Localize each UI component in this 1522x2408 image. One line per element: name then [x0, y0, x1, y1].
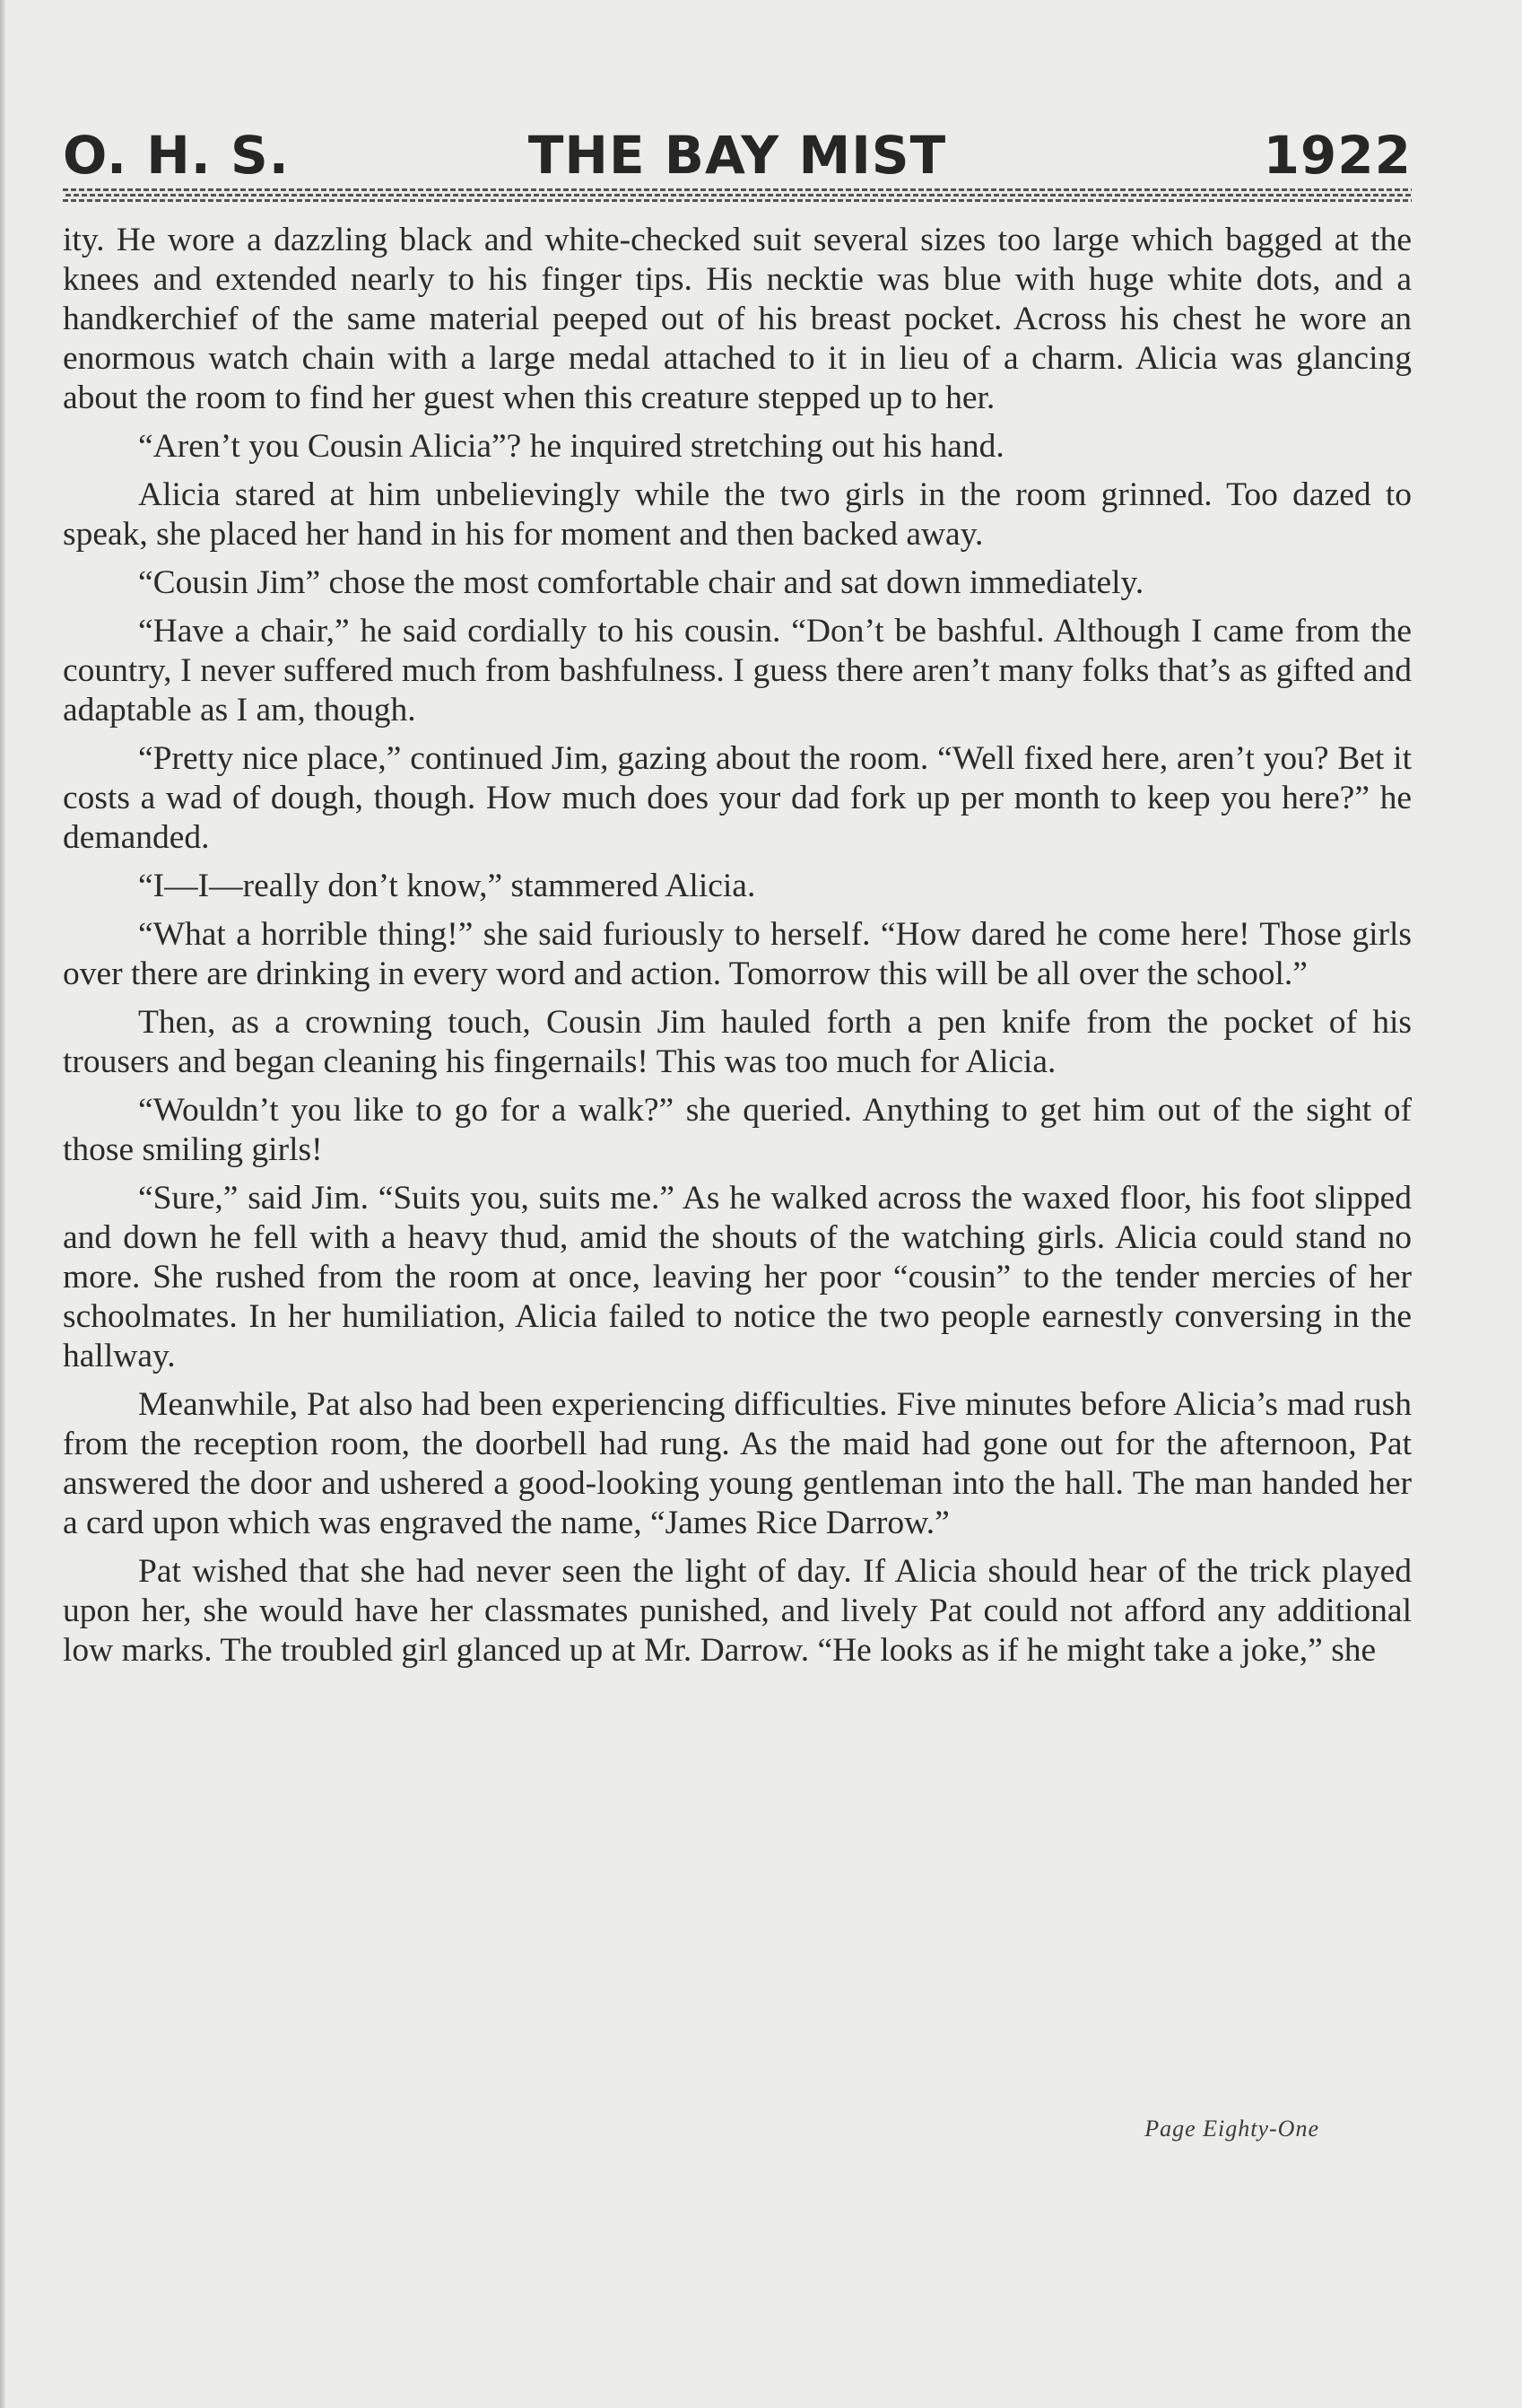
page-spine-shadow: [0, 0, 5, 2408]
paragraph: Meanwhile, Pat also had been experiencing difficulties. Five minutes before Alicia’s mad rush from the reception room, the doorbell had rung. As the maid had gone out for the afternoon, Pat answered the door and ushered a good-looking young gentleman into the hall. The man handed her a card upon which was engraved the name, “James Rice Darrow.”: [63, 1386, 1412, 1541]
paragraph: Alicia stared at him unbelievingly while the two girls in the room grinned. Too dazed to speak, she placed her hand in his for moment and then backed away.: [63, 476, 1412, 553]
publication-year: 1922: [1263, 125, 1412, 186]
paragraph: “Aren’t you Cousin Alicia”? he inquired stretching out his hand.: [138, 428, 1005, 465]
paragraph: “Cousin Jim” chose the most comfortable chair and sat down immediately.: [138, 564, 1144, 601]
story-body: [63, 221, 1412, 1679]
running-header: [63, 124, 1412, 187]
header-divider-rule: [63, 188, 1412, 203]
school-initials: O. H. S.: [63, 125, 290, 186]
paragraph: “Have a chair,” he said cordially to his cousin. “Don’t be bashful. Although I came from the country, I never suffered much from bashfulness. I guess there aren’t many folks that’s as gifted and adaptable as I am, though.: [63, 613, 1412, 729]
paragraph: Pat wished that she had never seen the light of day. If Alicia should hear of the trick played upon her, she would have her classmates punished, and lively Pat could not afford any additional low marks. The troubled girl glanced up at Mr. Darrow. “He looks as if he might take a joke,” she: [63, 1553, 1412, 1669]
paragraph: “What a horrible thing!” she said furiously to herself. “How dared he come here! Those girls over there are drinking in every word and action. Tomorrow this will be all over the school.”: [63, 916, 1412, 992]
publication-title: THE BAY MIST: [527, 125, 947, 186]
paragraph-continued: ity. He wore a dazzling black and white-checked suit several sizes too large which bagged at the knees and extended nearly to his finger tips. His necktie was blue with huge white dots, and a handkerchief of the same material peeped out of his breast pocket. Across his chest he wore an enormous watch chain with a large medal attached to it in lieu of a charm. Alicia was glancing about the room to find her guest when this creature stepped up to her.: [63, 222, 1412, 416]
paragraph: “I—I—really don’t know,” stammered Alicia.: [138, 868, 756, 904]
page-number: Page Eighty-One: [1144, 2116, 1319, 2142]
paragraph: “Wouldn’t you like to go for a walk?” she queried. Anything to get him out of the sight of those smiling girls!: [63, 1092, 1412, 1168]
paragraph: Then, as a crowning touch, Cousin Jim hauled forth a pen knife from the pocket of his trousers and began cleaning his fingernails! This was too much for Alicia.: [63, 1004, 1412, 1080]
paragraph: “Sure,” said Jim. “Suits you, suits me.” As he walked across the waxed floor, his foot slipped and down he fell with a heavy thud, amid the shouts of the watching girls. Alicia could stand no more. She rushed from the room at once, leaving her poor “cousin” to the tender mercies of her schoolmates. In her humiliation, Alicia failed to notice the two people earnestly conversing in the hallway.: [63, 1180, 1412, 1374]
paragraph: “Pretty nice place,” continued Jim, gazing about the room. “Well fixed here, aren’t you? Bet it costs a wad of dough, though. How much does your dad fork up per month to keep you here?” he demanded.: [63, 740, 1412, 856]
